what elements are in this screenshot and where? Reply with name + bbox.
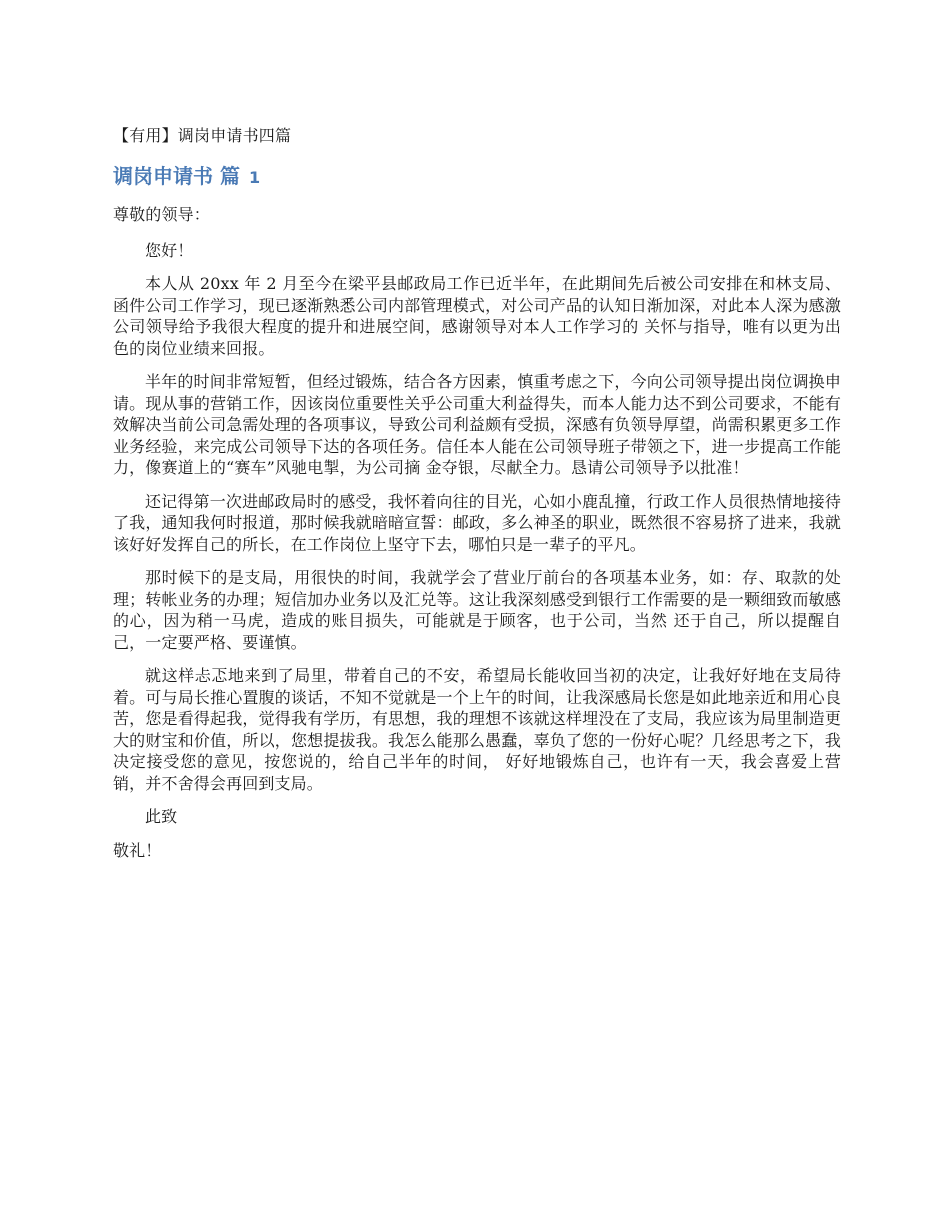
section-heading-text: 调岗申请书 篇 — [113, 164, 240, 188]
section-heading-number: 1 — [248, 168, 261, 187]
body-paragraph-5: 就这样忐忑地来到了局里，带着自己的不安，希望局长能收回当初的决定，让我好好地在支局待着。可与局长推心置腹的谈话，不知不觉就是一个上午的时间，让我深感局长您是如此地亲近和用心良苦，您是看得起我，觉得我有学历，有思想，我的理想不该就这样埋没在了支局，我应该为局里制造更大的财宝和价值，所以，您想提拔我。我怎么能那么愚蠢，辜负了您的一份好心呢？几经思考之下，我决定接受您的意见，按您说的，给自己半年的时间， 好好地锻炼自己，也许有一天，我会喜爱上营销，并不舍得会再回到支局。 — [113, 666, 841, 793]
section-heading — [113, 162, 841, 192]
document-title: 【有用】调岗申请书四篇 — [113, 126, 292, 145]
document-page — [113, 124, 841, 873]
salutation: 尊敬的领导： — [113, 205, 210, 224]
body-paragraph-4: 那时候下的是支局，用很快的时间，我就学会了营业厅前台的各项基本业务，如：存、取款的处理；转帐业务的办理；短信加办业务以及汇兑等。这让我深刻感受到银行工作需要的是一颗细致而敏感的心，因为稍一马虎，造成的账目损失，可能就是于顾客，也于公司，当然 还于自己，所以提醒自己，一定要严格、要谨慎。 — [113, 568, 841, 652]
body-paragraph-3: 还记得第一次进邮政局时的感受，我怀着向往的目光，心如小鹿乱撞，行政工作人员很热情地接待了我，通知我何时报道，那时候我就暗暗宣誓：邮政，多么神圣的职业，既然很不容易挤了进来，我就该好好发挥自己的所长，在工作岗位上坚守下去，哪怕只是一辈子的平凡。 — [113, 491, 841, 554]
body-paragraph-1: 本人从 20xx 年 2 月至今在梁平县邮政局工作已近半年，在此期间先后被公司安排在和林支局、函件公司工作学习，现已逐渐熟悉公司内部管理模式，对公司产品的认知日渐加深，对此本人深为感激公司领导给予我很大程度的提升和进展空间，感谢领导对本人工作学习的 关怀与指导，唯有以更为出色的岗位业绩来回报。 — [113, 274, 841, 358]
regards: 敬礼！ — [113, 840, 162, 860]
closing: 此致 — [145, 807, 178, 826]
body-paragraph-2: 半年的时间非常短暂，但经过锻炼，结合各方因素，慎重考虑之下，今向公司领导提出岗位调换申请。现从事的营销工作，因该岗位重要性关乎公司重大利益得失，而本人能力达不到公司要求，不能有效解决当前公司急需处理的各项事议，导致公司利益颇有受损，深感有负领导厚望，尚需积累更多工作业务经验，来完成公司领导下达的各项任务。信任本人能在公司领导班子带领之下，进一步提高工作能力，像赛道上的“赛车”风驰电掣，为公司摘 金夺银，尽献全力。恳请公司领导予以批准！ — [113, 372, 841, 477]
greeting: 您好！ — [145, 240, 194, 260]
